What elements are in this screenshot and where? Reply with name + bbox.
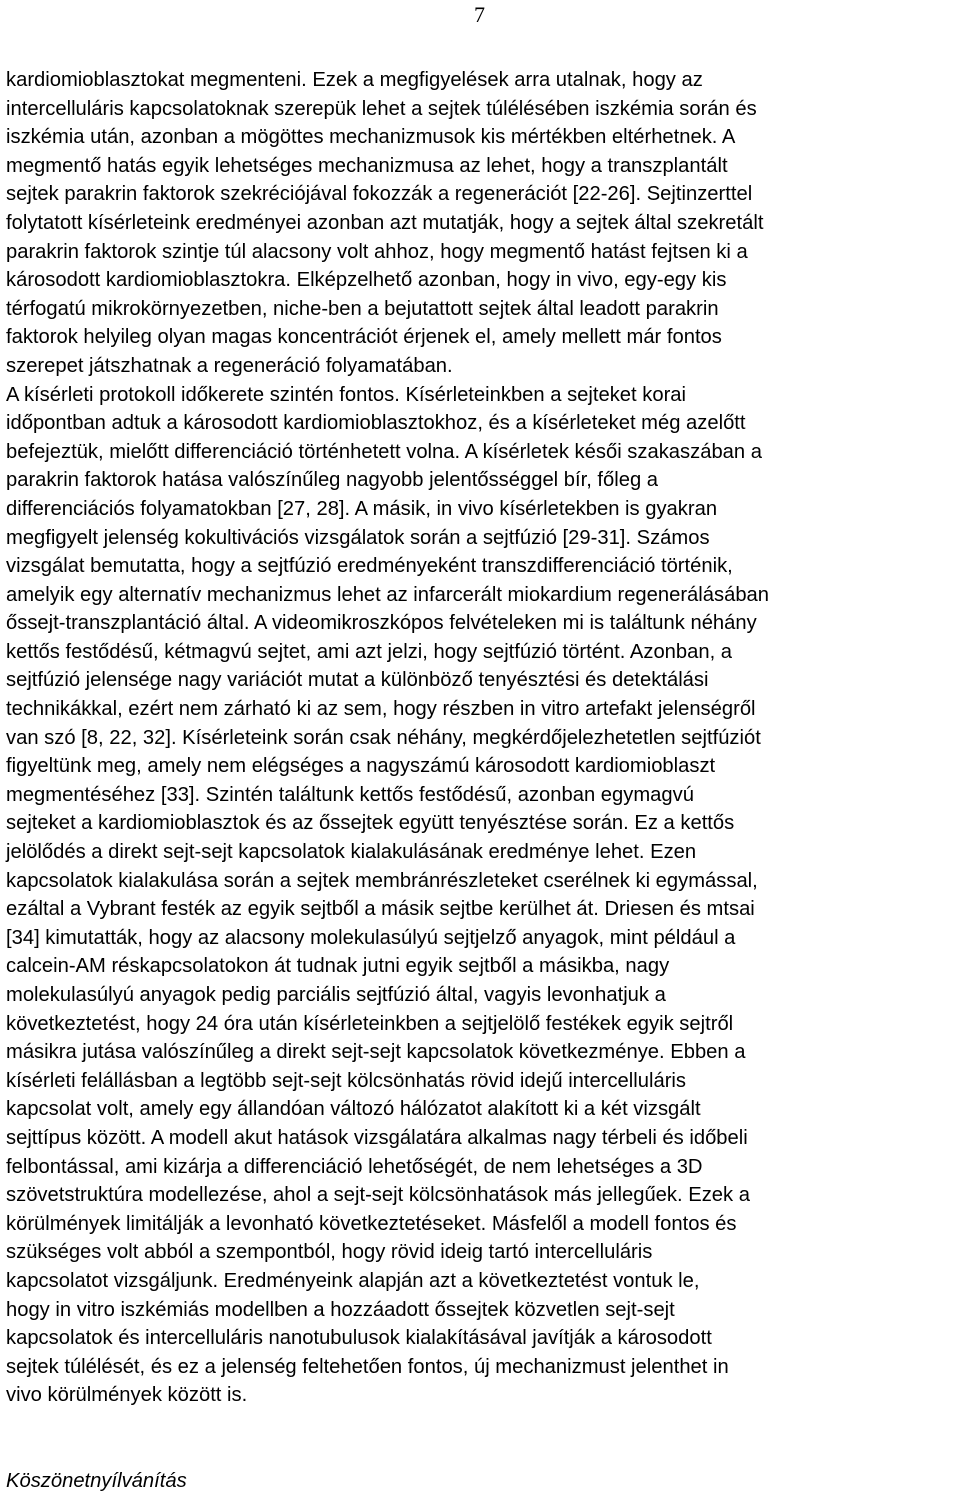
text-line: kapcsolatok és intercelluláris nanotubulusok kialakításával javítják a károsodott [6,1327,712,1350]
text-line: körülmények limitálják a levonható következtetéseket. Másfelől a modell fontos és [6,1212,737,1235]
text-line: kísérleti felállásban a legtöbb sejt-sejt kölcsönhatás rövid idejű intercelluláris [6,1069,686,1092]
text-line: őssejt-transzplantáció által. A videomikroszkópos felvételeken mi is találtunk néhány [6,612,757,635]
text-line: szövetstruktúra modellezése, ahol a sejt-sejt kölcsönhatások más jellegűek. Ezek a [6,1184,750,1207]
text-line: [34] kimutatták, hogy az alacsony molekulasúlyú sejtjelző anyagok, mint például a [6,926,736,949]
text-line: calcein-AM réskapcsolatokon át tudnak jutni egyik sejtből a másikba, nagy [6,955,670,978]
text-line: térfogatú mikrokörnyezetben, niche-ben a bejutattott sejtek által leadott parakrin [6,297,719,320]
page-number: 7 [474,2,485,27]
text-line: A kísérleti protokoll időkerete szintén fontos. Kísérleteinkben a sejteket korai [6,383,687,406]
text-line: károsodott kardiomioblasztokra. Elképzelhető azonban, hogy in vivo, egy-egy kis [6,269,727,292]
text-line: sejteket a kardiomioblasztok és az őssejtek együtt tenyésztése során. Ez a kettős [6,812,735,835]
text-line: jelölődés a direkt sejt-sejt kapcsolatok kialakulásának eredménye lehet. Ezen [6,841,697,864]
text-line: sejttípus között. A modell akut hatások vizsgálatára alkalmas nagy térbeli és időbeli [6,1126,748,1149]
text-line: sejtek parakrin faktorok szekréciójával fokozzák a regenerációt [22-26]. Sejtinzerttel [6,183,753,206]
text-line: befejeztük, mielőtt differenciáció történhetett volna. A kísérletek késői szakaszában a [6,440,762,463]
text-line: faktorok helyileg olyan magas koncentrációt érjenek el, amely mellett már fontos [6,326,722,349]
body-text [6,66,958,1410]
text-line: vizsgálat bemutatta, hogy a sejtfúzió eredményeként transzdifferenciáció történik, [6,555,733,578]
text-line: technikákkal, ezért nem zárható ki az sem, hogy részben in vitro artefakt jelenségről [6,698,756,721]
text-line: ezáltal a Vybrant festék az egyik sejtből a másik sejtbe kerülhet át. Driesen és mtsai [6,898,755,921]
text-line: szerepet játszhatnak a regeneráció folyamatában. [6,354,453,377]
text-line: másikra jutása valószínűleg a direkt sejt-sejt kapcsolatok következménye. Ebben a [6,1041,746,1064]
text-line: megmentéséhez [33]. Szintén találtunk kettős festődésű, azonban egymagvú [6,783,694,806]
text-line: következtetést, hogy 24 óra után kísérleteinkben a sejtjelölő festékek egyik sejtről [6,1012,734,1035]
text-line: sejtfúzió jelensége nagy variációt mutat a különböző tenyésztési és detektálási [6,669,709,692]
text-line: van szó [8, 22, 32]. Kísérleteink során csak néhány, megkérdőjelezhetetlen sejtfúziót [6,726,761,749]
text-line: kapcsolat volt, amely egy állandóan változó hálózatot alakított ki a két vizsgált [6,1098,701,1121]
text-line: vivo körülmények között is. [6,1384,248,1407]
text-line: kapcsolatot vizsgáljunk. Eredményeink alapján azt a következtetést vontuk le, [6,1269,700,1292]
text-line: parakrin faktorok hatása valószínűleg nagyobb jelentősséggel bír, főleg a [6,469,659,492]
text-line: szükséges volt abból a szempontból, hogy rövid ideig tartó intercelluláris [6,1241,653,1264]
text-line: amelyik egy alternatív mechanizmus lehet az infarcerált miokardium regenerálásában [6,583,770,606]
text-line: kapcsolatok kialakulása során a sejtek membránrészleteket cserélnek ki egymással, [6,869,758,892]
text-line: molekulasúlyú anyagok pedig parciális sejtfúzió által, vagyis levonhatjuk a [6,984,666,1006]
section-heading: Köszönetnyílvánítás [6,1470,187,1492]
text-line: intercelluláris kapcsolatoknak szerepük lehet a sejtek túlélésében iszkémia során és [6,97,757,120]
text-line: iszkémia után, azonban a mögöttes mechanizmusok kis mértékben eltérhetnek. A [6,126,736,149]
text-line: folytatott kísérleteink eredményei azonban azt mutatják, hogy a sejtek által szekretált [6,211,764,234]
text-line: parakrin faktorok szintje túl alacsony volt ahhoz, hogy megmentő hatást fejtsen ki a [6,240,748,263]
text-line: időpontban adtuk a károsodott kardiomioblasztokhoz, és a kísérleteket még azelőtt [6,412,746,435]
text-line: kardiomioblasztokat megmenteni. Ezek a megfigyelések arra utalnak, hogy az [6,69,703,91]
text-line: hogy in vitro iszkémiás modellben a hozzáadott őssejtek közvetlen sejt-sejt [6,1298,675,1321]
text-line: figyeltünk meg, amely nem elégséges a nagyszámú károsodott kardiomioblaszt [6,755,716,778]
text-line: megmentő hatás egyik lehetséges mechanizmusa az lehet, hogy a transzplantált [6,154,728,177]
text-line: felbontással, ami kizárja a differenciáció lehetőségét, de nem lehetséges a 3D [6,1155,703,1178]
text-line: sejtek túlélését, és ez a jelenség feltehetően fontos, új mechanizmust jelenthet in [6,1355,729,1378]
text-line: megfigyelt jelenség kokultivációs vizsgálatok során a sejtfúzió [29-31]. Számos [6,526,710,549]
text-line: kettős festődésű, kétmagvú sejtet, ami azt jelzi, hogy sejtfúzió történt. Azonban, a [6,640,733,663]
text-line: differenciációs folyamatokban [27, 28]. A másik, in vivo kísérletekben is gyakran [6,497,718,520]
